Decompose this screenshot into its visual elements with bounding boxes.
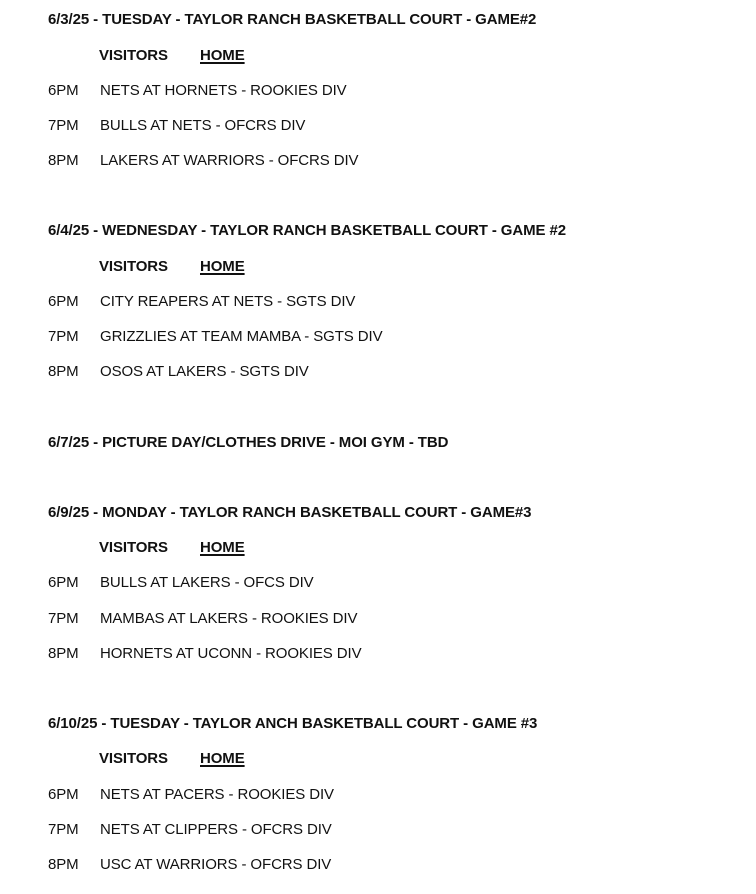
game-time: 6PM (48, 574, 79, 591)
game-time: 7PM (48, 821, 79, 838)
game-matchup: BULLS AT NETS - OFCRS DIV (100, 117, 306, 134)
visitors-label: VISITORS (99, 750, 168, 767)
game-time: 8PM (48, 856, 79, 873)
game-matchup: NETS AT PACERS - ROOKIES DIV (100, 786, 334, 803)
game-matchup: NETS AT CLIPPERS - OFCRS DIV (100, 821, 332, 838)
home-label: HOME (200, 750, 245, 767)
game-time: 7PM (48, 610, 79, 627)
section-heading: 6/9/25 - MONDAY - TAYLOR RANCH BASKETBALL COURT - GAME#3 (48, 504, 532, 521)
game-matchup: HORNETS AT UCONN - ROOKIES DIV (100, 645, 362, 662)
column-labels (99, 539, 245, 557)
game-matchup: CITY REAPERS AT NETS - SGTS DIV (100, 293, 356, 310)
home-label: HOME (200, 47, 245, 64)
game-matchup: NETS AT HORNETS - ROOKIES DIV (100, 82, 347, 99)
game-time: 6PM (48, 82, 79, 99)
section-heading: 6/4/25 - WEDNESDAY - TAYLOR RANCH BASKETBALL COURT - GAME #2 (48, 222, 566, 239)
game-matchup: USC AT WARRIORS - OFCRS DIV (100, 856, 332, 873)
game-time: 7PM (48, 117, 79, 134)
section-heading: 6/10/25 - TUESDAY - TAYLOR ANCH BASKETBALL COURT - GAME #3 (48, 715, 538, 732)
visitors-label: VISITORS (99, 539, 168, 556)
visitors-label: VISITORS (99, 47, 168, 64)
game-time: 8PM (48, 152, 79, 169)
section-heading: 6/3/25 - TUESDAY - TAYLOR RANCH BASKETBALL COURT - GAME#2 (48, 11, 537, 28)
game-time: 8PM (48, 645, 79, 662)
home-label: HOME (200, 258, 245, 275)
game-matchup: LAKERS AT WARRIORS - OFCRS DIV (100, 152, 359, 169)
game-matchup: BULLS AT LAKERS - OFCS DIV (100, 574, 314, 591)
game-time: 6PM (48, 786, 79, 803)
game-time: 6PM (48, 293, 79, 310)
section-heading: 6/7/25 - PICTURE DAY/CLOTHES DRIVE - MOI GYM - TBD (48, 434, 449, 451)
column-labels (99, 750, 245, 768)
column-labels (99, 47, 245, 65)
game-matchup: GRIZZLIES AT TEAM MAMBA - SGTS DIV (100, 328, 383, 345)
game-time: 7PM (48, 328, 79, 345)
visitors-label: VISITORS (99, 258, 168, 275)
home-label: HOME (200, 539, 245, 556)
game-time: 8PM (48, 363, 79, 380)
game-matchup: OSOS AT LAKERS - SGTS DIV (100, 363, 309, 380)
game-matchup: MAMBAS AT LAKERS - ROOKIES DIV (100, 610, 358, 627)
column-labels (99, 258, 245, 276)
